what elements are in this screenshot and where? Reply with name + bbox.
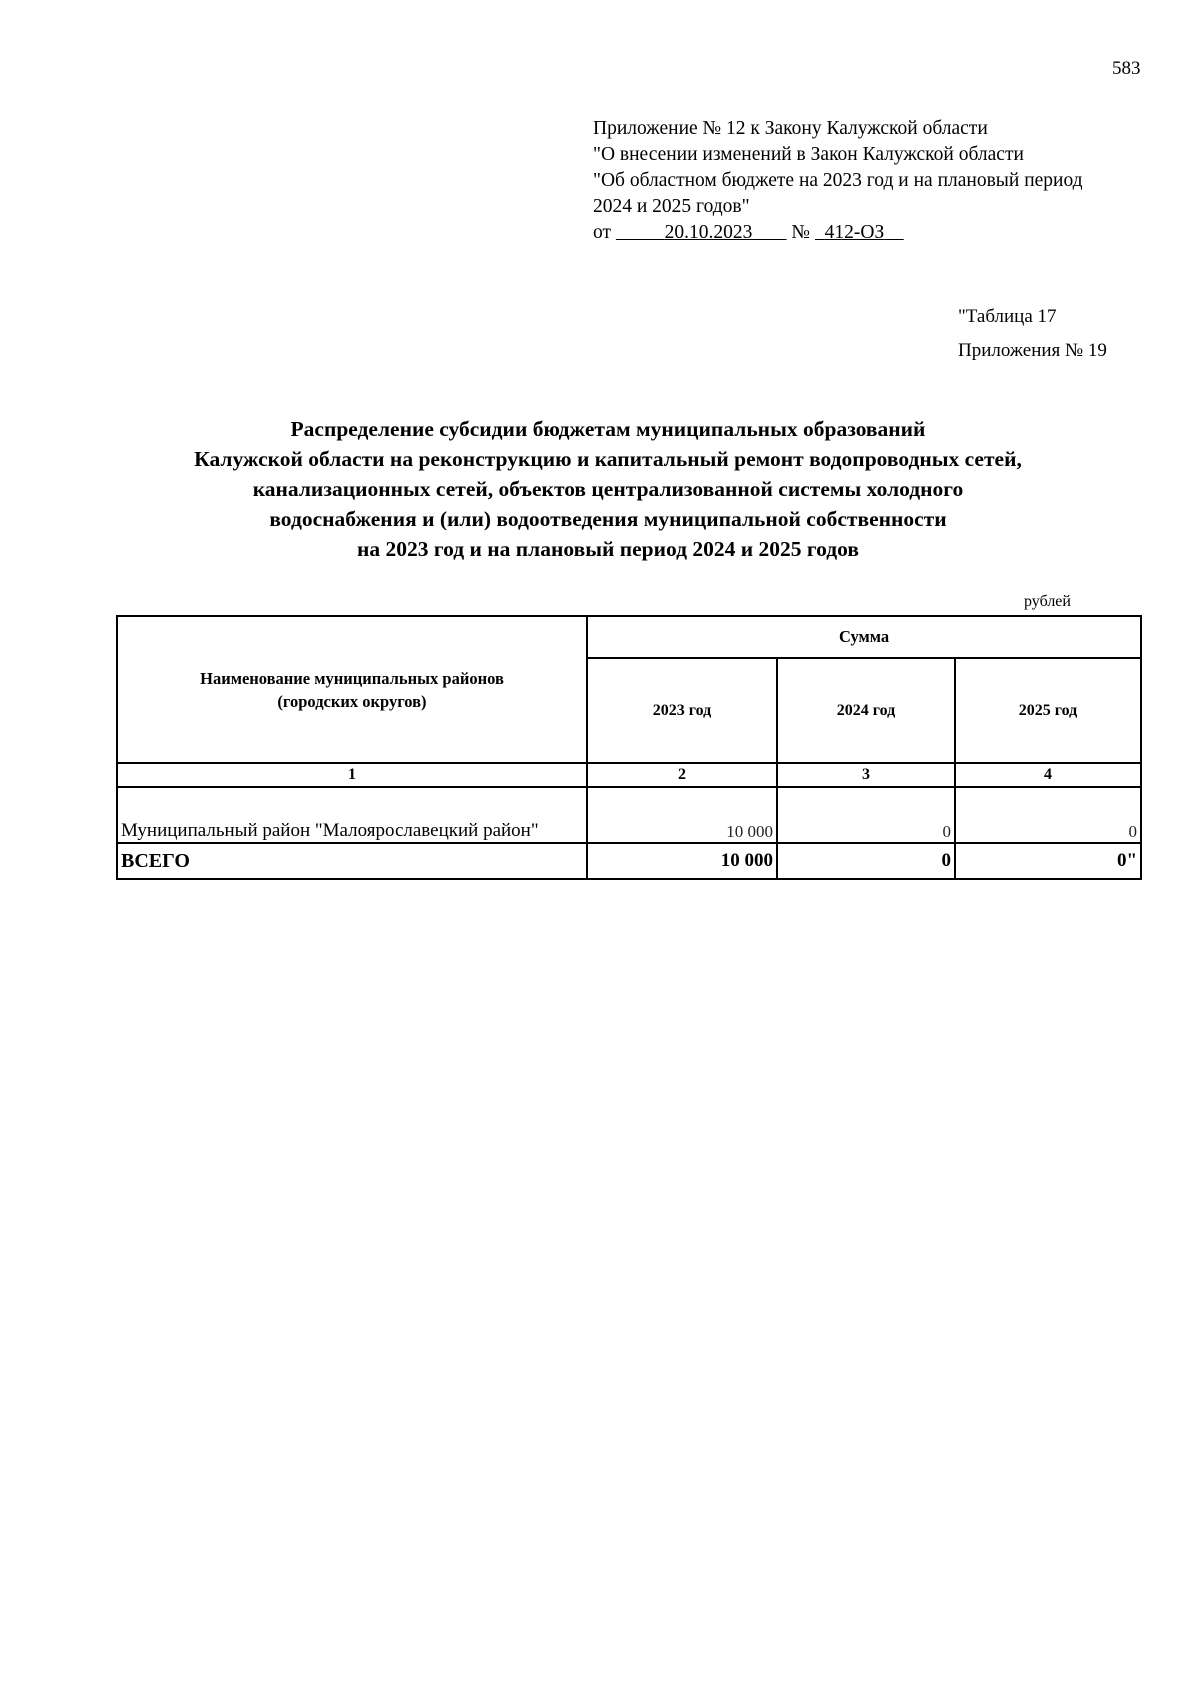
total-value-2023: 10 000 <box>587 843 777 879</box>
header-sum: Сумма <box>587 616 1141 658</box>
title-line-2: Калужской области на реконструкцию и капитальный ремонт водопроводных сетей, <box>194 447 1022 471</box>
column-number-3: 3 <box>777 763 955 787</box>
header-year-2025: 2025 год <box>955 658 1141 763</box>
law-number: 412-ОЗ <box>824 222 885 243</box>
title-line-5: на 2023 год и на плановый период 2024 и 2025 годов <box>357 537 859 561</box>
row-value-2025: 0 <box>955 787 1141 843</box>
appendix-line-4: 2024 и 2025 годов" <box>593 196 750 217</box>
header-name-cell <box>117 616 587 763</box>
title-line-4: водоснабжения и (или) водоотведения муниципальной собственности <box>269 507 947 531</box>
column-number-2: 2 <box>587 763 777 787</box>
appendix-line-2: "О внесении изменений в Закон Калужской области <box>593 144 1024 165</box>
column-number-1: 1 <box>117 763 587 787</box>
table-ref-line-2: Приложения № 19 <box>958 340 1107 361</box>
table-reference <box>958 300 1107 368</box>
number-prefix: № <box>791 222 810 243</box>
appendix-line-3: "Об областном бюджете на 2023 год и на плановый период <box>593 170 1083 191</box>
subsidy-table <box>116 615 1142 880</box>
row-value-2023: 10 000 <box>587 787 777 843</box>
header-year-2023: 2023 год <box>587 658 777 763</box>
column-number-row <box>117 763 1141 787</box>
table-row <box>117 787 1141 843</box>
header-year-2024: 2024 год <box>777 658 955 763</box>
total-value-2025: 0" <box>955 843 1141 879</box>
total-row <box>117 843 1141 879</box>
law-date: 20.10.2023 <box>664 222 753 243</box>
header-row-1 <box>117 616 1141 658</box>
table-ref-line-1: "Таблица 17 <box>958 306 1057 327</box>
title-line-3: канализационных сетей, объектов централизованной системы холодного <box>252 477 964 501</box>
total-label: ВСЕГО <box>117 843 587 879</box>
document-title <box>108 414 1108 564</box>
appendix-date-line <box>593 220 1153 246</box>
title-line-1: Распределение субсидии бюджетам муниципальных образований <box>290 417 926 441</box>
unit-label: рублей <box>1024 593 1071 610</box>
date-prefix: от <box>593 222 612 243</box>
row-value-2024: 0 <box>777 787 955 843</box>
row-municipality-name: Муниципальный район "Малоярославецкий район" <box>117 787 587 843</box>
total-value-2024: 0 <box>777 843 955 879</box>
header-name-line-2: (городских округов) <box>277 691 427 711</box>
appendix-header <box>593 116 1153 246</box>
header-name-line-1: Наименование муниципальных районов <box>200 668 504 688</box>
page-number: 583 <box>1112 58 1141 79</box>
column-number-4: 4 <box>955 763 1141 787</box>
appendix-line-1: Приложение № 12 к Закону Калужской области <box>593 118 988 139</box>
